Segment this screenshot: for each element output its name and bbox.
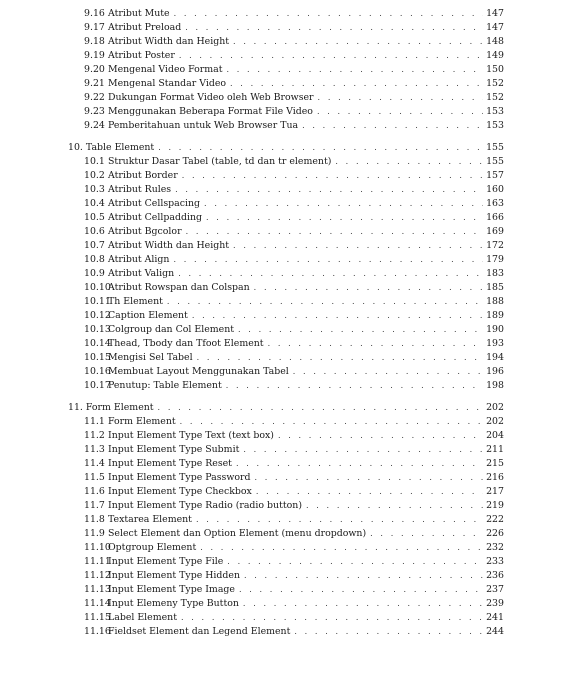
dot-leader xyxy=(317,105,483,119)
entry-number: 9.19 xyxy=(84,50,105,61)
toc-entry xyxy=(68,63,504,77)
toc-entry xyxy=(68,239,504,253)
entry-number: 10.15 xyxy=(84,352,111,363)
entry-page: 153 xyxy=(486,106,504,117)
entry-page: 237 xyxy=(486,584,504,595)
entry-number: 10.17 xyxy=(84,380,111,391)
entry-page: 147 xyxy=(486,22,504,33)
toc-entry xyxy=(68,429,504,443)
dot-leader xyxy=(278,429,483,443)
toc-entry xyxy=(68,169,504,183)
dot-leader xyxy=(204,197,483,211)
chapter-10 xyxy=(68,141,504,393)
entry-number: 11.8 xyxy=(84,514,105,525)
chapter-number: 10. xyxy=(68,142,83,153)
dot-leader xyxy=(175,183,483,197)
entry-title: Atribut Poster xyxy=(108,50,175,61)
entry-title: Mengenal Video Format xyxy=(108,64,223,75)
chapter-title: Form Element xyxy=(85,402,154,413)
entry-number: 11.1 xyxy=(84,416,105,427)
entry-page: 153 xyxy=(486,120,504,131)
toc-entry xyxy=(68,457,504,471)
entry-title: Struktur Dasar Tabel (table, td dan tr element) xyxy=(108,156,332,167)
entry-number: 10.14 xyxy=(84,338,111,349)
toc-entry xyxy=(68,541,504,555)
entry-title: Textarea Element xyxy=(108,514,192,525)
toc-entry xyxy=(68,211,504,225)
toc-entry xyxy=(68,527,504,541)
toc-entry xyxy=(68,583,504,597)
entry-page: 152 xyxy=(486,92,504,103)
toc-entry xyxy=(68,183,504,197)
entry-number: 10.4 xyxy=(84,198,105,209)
entry-number: 9.24 xyxy=(84,120,105,131)
toc-entry xyxy=(68,611,504,625)
entry-number: 11.12 xyxy=(84,570,111,581)
entry-page: 217 xyxy=(486,486,504,497)
entry-title: Menggunakan Beberapa Format File Video xyxy=(108,106,313,117)
entry-number: 9.20 xyxy=(84,64,105,75)
entry-page: 241 xyxy=(486,612,504,623)
dot-leader xyxy=(238,323,483,337)
dot-leader xyxy=(302,119,483,133)
toc-entry xyxy=(68,555,504,569)
dot-leader xyxy=(256,485,483,499)
dot-leader xyxy=(226,63,483,77)
toc-entry xyxy=(68,197,504,211)
entry-title: Atribut Preload xyxy=(108,22,182,33)
toc-entry xyxy=(68,415,504,429)
entry-number: 10.12 xyxy=(84,310,111,321)
entry-title: Dukungan Format Video oleh Web Browser xyxy=(108,92,314,103)
entry-number: 11.6 xyxy=(84,486,105,497)
entry-title: Input Element Type File xyxy=(108,556,224,567)
entry-page: 179 xyxy=(486,254,504,265)
toc-entry xyxy=(68,513,504,527)
entry-title: Form Element xyxy=(108,416,176,427)
entry-number: 10.7 xyxy=(84,240,105,251)
dot-leader xyxy=(206,211,483,225)
entry-number: 11.15 xyxy=(84,612,111,623)
dot-leader xyxy=(186,225,483,239)
toc-entry xyxy=(68,597,504,611)
dot-leader xyxy=(230,77,483,91)
dot-leader xyxy=(197,351,483,365)
entry-page: 152 xyxy=(486,78,504,89)
dot-leader xyxy=(293,365,483,379)
entry-page: 160 xyxy=(486,184,504,195)
entry-number: 10.6 xyxy=(84,226,105,237)
toc-entry xyxy=(68,155,504,169)
dot-leader xyxy=(178,267,483,281)
entry-title: Atribut Rowspan dan Colspan xyxy=(108,282,250,293)
entry-title: Pemberitahuan untuk Web Browser Tua xyxy=(108,120,299,131)
entry-page: 222 xyxy=(486,514,504,525)
section-9-continued xyxy=(68,7,504,133)
entry-page: 149 xyxy=(486,50,504,61)
entry-page: 211 xyxy=(486,444,504,455)
entry-number: 9.16 xyxy=(84,8,105,19)
dot-leader xyxy=(306,499,483,513)
dot-leader xyxy=(243,443,483,457)
toc-entry xyxy=(68,337,504,351)
entry-number: 10.5 xyxy=(84,212,105,223)
entry-title: Thead, Tbody dan Tfoot Element xyxy=(108,338,264,349)
entry-title: Atribut Mute xyxy=(108,8,170,19)
entry-page: 157 xyxy=(486,170,504,181)
entry-number: 11.5 xyxy=(84,472,105,483)
entry-page: 226 xyxy=(486,528,504,539)
dot-leader xyxy=(192,309,483,323)
entry-page: 194 xyxy=(486,352,504,363)
toc-entry xyxy=(68,21,504,35)
dot-leader xyxy=(158,141,483,155)
entry-page: 198 xyxy=(486,380,504,391)
entry-title: Optgroup Element xyxy=(108,542,197,553)
entry-title: Atribut Align xyxy=(108,254,170,265)
entry-number: 11.13 xyxy=(84,584,111,595)
entry-number: 10.10 xyxy=(84,282,111,293)
entry-number: 11.11 xyxy=(84,556,111,567)
toc-entry xyxy=(68,119,504,133)
toc-entry xyxy=(68,225,504,239)
entry-page: 188 xyxy=(486,296,504,307)
entry-title: Penutup: Table Element xyxy=(108,380,222,391)
entry-title: Label Element xyxy=(108,612,177,623)
entry-title: Input Element Type Reset xyxy=(108,458,232,469)
entry-page: 236 xyxy=(486,570,504,581)
entry-title: Input Element Type Radio (radio button) xyxy=(108,500,302,511)
dot-leader xyxy=(179,49,483,63)
entry-title: Input Element Type Hidden xyxy=(108,570,240,581)
toc-entry xyxy=(68,499,504,513)
entry-number: 11.14 xyxy=(84,598,111,609)
entry-title: Atribut Cellspacing xyxy=(108,198,201,209)
entry-page: 155 xyxy=(486,156,504,167)
entry-number: 11.9 xyxy=(84,528,105,539)
dot-leader xyxy=(182,169,483,183)
entry-title: Th Element xyxy=(108,296,163,307)
dot-leader xyxy=(239,583,483,597)
entry-page: 215 xyxy=(486,458,504,469)
entry-number: 11.4 xyxy=(84,458,105,469)
dot-leader xyxy=(185,21,483,35)
entry-title: Input Element Type Submit xyxy=(108,444,240,455)
dot-leader xyxy=(158,401,483,415)
entry-title: Colgroup dan Col Element xyxy=(108,324,234,335)
entry-number: 10.2 xyxy=(84,170,105,181)
toc-entry xyxy=(68,365,504,379)
toc-entry xyxy=(68,485,504,499)
entry-number: 9.18 xyxy=(84,36,105,47)
dot-leader xyxy=(254,281,483,295)
entry-title: Atribut Valign xyxy=(108,268,175,279)
dot-leader xyxy=(233,239,483,253)
entry-number: 11.10 xyxy=(84,542,111,553)
entry-number: 10.1 xyxy=(84,156,105,167)
dot-leader xyxy=(180,415,483,429)
entry-page: 193 xyxy=(486,338,504,349)
entry-title: Atribut Cellpadding xyxy=(108,212,202,223)
entry-page: 189 xyxy=(486,310,504,321)
entry-page: 244 xyxy=(486,626,504,637)
entry-number: 10.11 xyxy=(84,296,111,307)
entry-page: 196 xyxy=(486,366,504,377)
toc-entry xyxy=(68,281,504,295)
entry-title: Atribut Border xyxy=(108,170,178,181)
entry-number: 10.9 xyxy=(84,268,105,279)
entry-number: 9.23 xyxy=(84,106,105,117)
entry-page: 166 xyxy=(486,212,504,223)
entry-title: Input Element Type Text (text box) xyxy=(108,430,274,441)
dot-leader xyxy=(244,569,483,583)
entry-page: 185 xyxy=(486,282,504,293)
table-of-contents xyxy=(68,7,504,639)
entry-title: Input Element Type Checkbox xyxy=(108,486,252,497)
entry-title: Input Elemeny Type Button xyxy=(108,598,239,609)
dot-leader xyxy=(335,155,483,169)
toc-entry xyxy=(68,323,504,337)
chapter-page: 155 xyxy=(486,142,504,153)
entry-page: 232 xyxy=(486,542,504,553)
entry-title: Fieldset Element dan Legend Element xyxy=(108,626,291,637)
dot-leader xyxy=(254,471,483,485)
dot-leader xyxy=(200,541,483,555)
entry-page: 148 xyxy=(486,36,504,47)
entry-number: 10.3 xyxy=(84,184,105,195)
chapter-title: Table Element xyxy=(85,142,155,153)
dot-leader xyxy=(167,295,483,309)
entry-title: Caption Element xyxy=(108,310,188,321)
dot-leader xyxy=(243,597,483,611)
entry-title: Atribut Width dan Height xyxy=(108,240,230,251)
toc-entry xyxy=(68,105,504,119)
entry-title: Input Element Type Password xyxy=(108,472,251,483)
dot-leader xyxy=(227,555,483,569)
entry-number: 9.22 xyxy=(84,92,105,103)
toc-entry xyxy=(68,91,504,105)
entry-title: Atribut Width dan Height xyxy=(108,36,230,47)
toc-entry xyxy=(68,625,504,639)
entry-page: 219 xyxy=(486,500,504,511)
entry-page: 147 xyxy=(486,8,504,19)
toc-entry xyxy=(68,267,504,281)
dot-leader xyxy=(181,611,483,625)
entry-page: 150 xyxy=(486,64,504,75)
dot-leader xyxy=(318,91,483,105)
entry-page: 183 xyxy=(486,268,504,279)
entry-page: 172 xyxy=(486,240,504,251)
entry-number: 10.13 xyxy=(84,324,111,335)
entry-page: 190 xyxy=(486,324,504,335)
dot-leader xyxy=(294,625,483,639)
entry-number: 11.2 xyxy=(84,430,105,441)
entry-number: 9.17 xyxy=(84,22,105,33)
entry-number: 9.21 xyxy=(84,78,105,89)
entry-number: 11.16 xyxy=(84,626,111,637)
toc-entry xyxy=(68,49,504,63)
dot-leader xyxy=(226,379,483,393)
chapter-page: 202 xyxy=(486,402,504,413)
toc-entry xyxy=(68,351,504,365)
entry-title: Mengenal Standar Video xyxy=(108,78,227,89)
entry-title: Atribut Rules xyxy=(108,184,172,195)
toc-entry xyxy=(68,379,504,393)
toc-entry xyxy=(68,569,504,583)
toc-entry xyxy=(68,77,504,91)
entry-number: 10.8 xyxy=(84,254,105,265)
entry-page: 204 xyxy=(486,430,504,441)
dot-leader xyxy=(233,35,483,49)
toc-entry xyxy=(68,309,504,323)
chapter-number: 11. xyxy=(68,402,83,413)
dot-leader xyxy=(173,253,483,267)
entry-page: 233 xyxy=(486,556,504,567)
dot-leader xyxy=(268,337,483,351)
entry-title: Input Element Type Image xyxy=(108,584,235,595)
toc-chapter-heading xyxy=(68,401,504,415)
entry-title: Atribut Bgcolor xyxy=(108,226,182,237)
toc-entry xyxy=(68,471,504,485)
dot-leader xyxy=(370,527,483,541)
entry-page: 239 xyxy=(486,598,504,609)
toc-entry xyxy=(68,7,504,21)
entry-page: 163 xyxy=(486,198,504,209)
chapter-11 xyxy=(68,401,504,639)
entry-page: 216 xyxy=(486,472,504,483)
entry-number: 11.7 xyxy=(84,500,105,511)
dot-leader xyxy=(236,457,483,471)
toc-chapter-heading xyxy=(68,141,504,155)
entry-number: 10.16 xyxy=(84,366,111,377)
toc-entry xyxy=(68,295,504,309)
entry-title: Membuat Layout Menggunakan Tabel xyxy=(108,366,289,377)
entry-page: 169 xyxy=(486,226,504,237)
entry-title: Mengisi Sel Tabel xyxy=(108,352,193,363)
dot-leader xyxy=(174,7,483,21)
toc-entry xyxy=(68,35,504,49)
toc-entry xyxy=(68,253,504,267)
entry-number: 11.3 xyxy=(84,444,105,455)
dot-leader xyxy=(196,513,483,527)
entry-title: Select Element dan Option Element (menu dropdown) xyxy=(108,528,367,539)
entry-page: 202 xyxy=(486,416,504,427)
toc-entry xyxy=(68,443,504,457)
